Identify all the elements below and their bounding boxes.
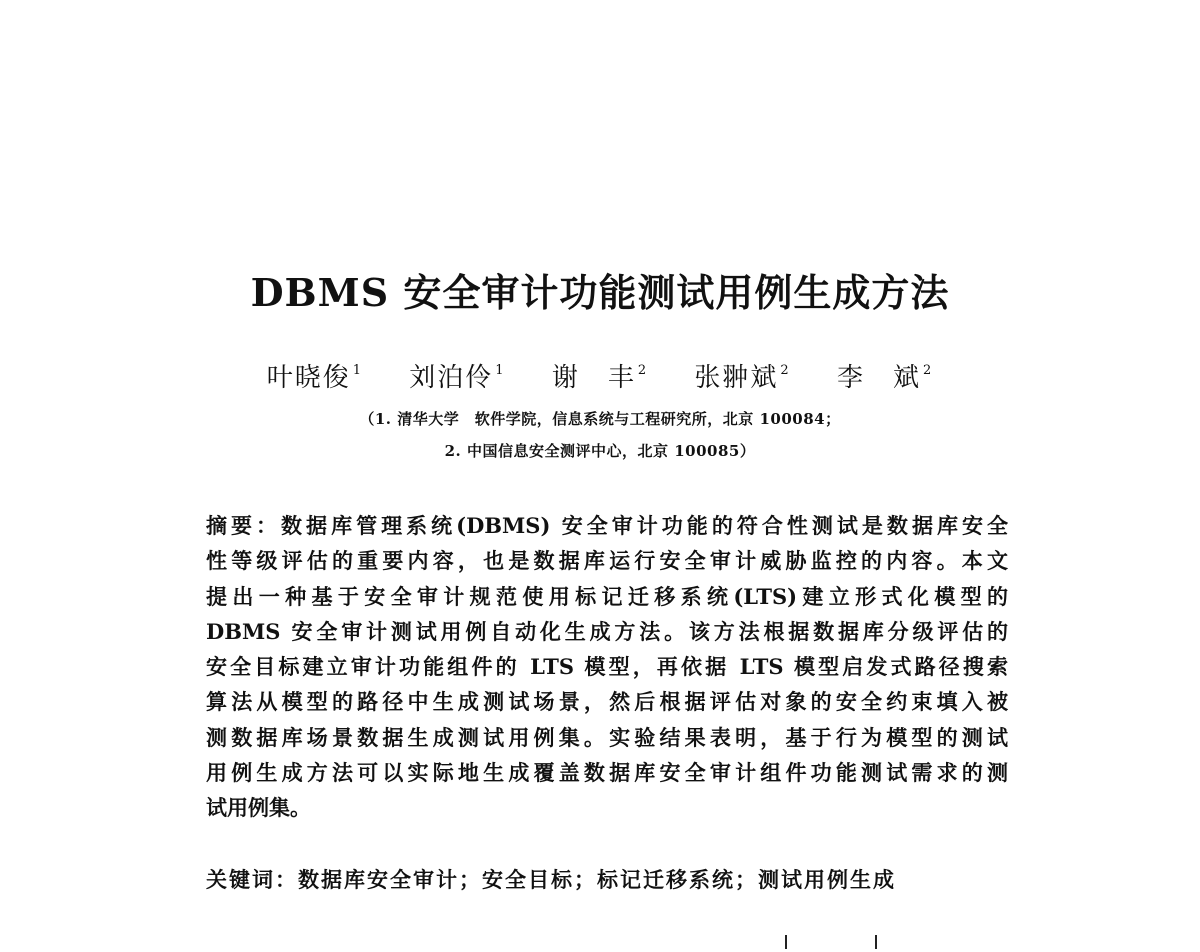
abstract-line: 性等级评估的重要内容，也是数据库运行安全审计威胁监控的内容。本文 [206,548,1008,574]
author-name: 谢 丰 [551,363,636,393]
author [409,357,505,394]
crop-mark [785,935,787,949]
author-affiliation-mark: 2 [780,363,791,378]
keywords-text: 数据库安全审计；安全目标；标记迁移系统；测试用例生成 [298,867,896,892]
author-affiliation-mark: 1 [352,363,364,378]
author-affiliation-mark: 2 [637,363,649,378]
author-name: 刘泊伶 [409,363,494,393]
abstract [206,508,1008,826]
affiliation-line: （1. 清华大学 软件学院，信息系统与工程研究所，北京 100084； [359,410,841,428]
author [694,357,790,394]
abstract-line: 提出一种基于安全审计规范使用标记迁移系统(LTS)建立形式化模型的 [206,583,1008,609]
keywords-label: 关键词： [206,868,298,892]
abstract-line: 安全目标建立审计功能组件的 LTS 模型，再依据 LTS 模型启发式路径搜索 [206,654,1008,680]
author [837,357,933,394]
abstract-line: 算法从模型的路径中生成测试场景，然后根据评估对象的安全约束填入被 [206,689,1008,715]
abstract-line: 用例生成方法可以实际地生成覆盖数据库安全审计组件功能测试需求的测 [206,760,1008,786]
author-name: 李 斌 [836,363,921,393]
author [267,357,363,394]
abstract-line: 试用例集。 [206,795,311,821]
affiliation-line: 2. 中国信息安全测评中心，北京 100085） [444,442,756,460]
abstract-text: 数据库管理系统(DBMS) 安全审计功能的符合性测试是数据库安全 [281,513,1008,538]
crop-mark [875,935,877,949]
author [552,357,648,394]
paper-title: DBMS 安全审计功能测试用例生成方法 [250,270,950,315]
page-edge-marks [785,935,895,949]
abstract-line: DBMS 安全审计测试用例自动化生成方法。该方法根据数据库分级评估的 [206,618,1008,644]
author-affiliation-mark: 2 [922,363,934,378]
keywords [206,864,1008,894]
abstract-label: 摘要： [206,514,282,538]
abstract-line: 测数据库场景数据生成测试用例集。实验结果表明，基于行为模型的测试 [206,724,1008,750]
abstract-line [206,508,1008,543]
author-list [0,357,1200,394]
author-affiliation-mark: 1 [495,363,506,378]
author-name: 叶晓俊 [266,363,351,393]
author-name: 张翀斌 [694,363,779,393]
